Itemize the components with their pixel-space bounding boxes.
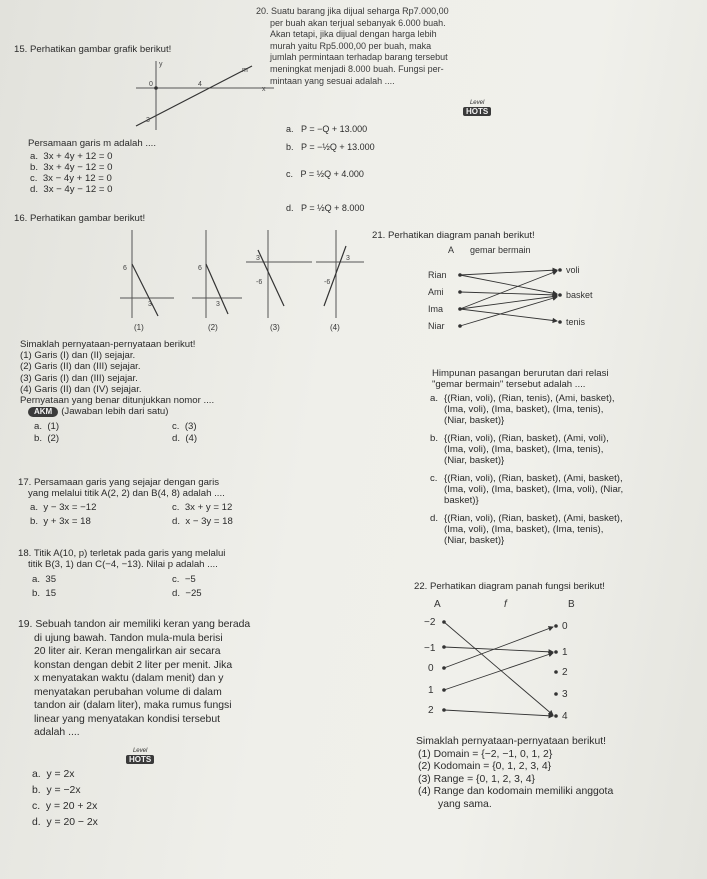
graph-4 xyxy=(316,230,364,332)
codomain-1: 1 xyxy=(562,647,568,658)
option-d[interactable] xyxy=(172,588,202,599)
question-21-stem-line-2: "gemar bermain" tersebut adalah .... xyxy=(432,379,586,391)
hots-label: HOTS xyxy=(126,755,154,764)
option-a[interactable] xyxy=(30,502,96,513)
relation-label: gemar bermain xyxy=(470,245,531,255)
option-text: 3x + 4y − 12 = 0 xyxy=(43,162,113,173)
statement-4-continued: yang sama. xyxy=(438,798,492,810)
option-letter: c. xyxy=(172,502,180,513)
codomain-4: 4 xyxy=(562,711,568,722)
svg-text:-6: -6 xyxy=(324,279,331,286)
question-22 xyxy=(414,581,605,592)
question-20-line-5: jumlah permintaan terhadap barang tersebut xyxy=(270,52,448,63)
question-16-prompt: Pernyataan yang benar ditunjukkan nomor .... xyxy=(20,395,215,407)
set-a-label: A xyxy=(434,599,441,610)
option-text-line: (Ima, voli), (Ima, basket), (Ima, tenis), xyxy=(444,404,604,416)
hots-badge-20 xyxy=(463,100,491,117)
option-letter: b. xyxy=(32,588,41,599)
option-text: y + 3x = 18 xyxy=(43,516,91,527)
svg-text:3: 3 xyxy=(346,255,350,262)
option-b[interactable] xyxy=(30,162,112,173)
question-22-title: 22. Perhatikan diagram panah fungsi berikut! xyxy=(414,581,605,592)
question-21 xyxy=(372,230,535,241)
codomain-3: 3 xyxy=(562,689,568,700)
hots-level-label: Level xyxy=(469,100,485,106)
option-letter: d. xyxy=(172,588,181,599)
question-15-stem xyxy=(28,138,156,149)
option-c[interactable] xyxy=(286,169,364,180)
option-text: 3x + y = 12 xyxy=(184,502,233,513)
statement-2: (2) Kodomain = {0, 1, 2, 3, 4} xyxy=(418,761,552,773)
option-b[interactable] xyxy=(286,142,375,153)
option-text: 3x + 4y + 12 = 0 xyxy=(43,151,113,162)
svg-text:6: 6 xyxy=(123,265,127,272)
option-text: 3x − 4y − 12 = 0 xyxy=(43,184,113,195)
option-text: 35 xyxy=(45,574,57,585)
statement-1: (1) Garis (I) dan (II) sejajar. xyxy=(20,350,136,362)
option-letter: a. xyxy=(34,421,43,432)
hots-badge-19 xyxy=(126,748,154,765)
statement-3: (3) Range = {0, 1, 2, 3, 4} xyxy=(418,773,535,785)
option-letter: c. xyxy=(172,421,180,432)
option-text: P = −Q + 13.000 xyxy=(301,124,368,134)
set-a-label: A xyxy=(448,245,455,255)
option-b[interactable] xyxy=(32,588,56,599)
option-text: −25 xyxy=(185,588,202,599)
option-c[interactable] xyxy=(172,421,197,432)
option-text: y − 3x = −12 xyxy=(43,502,97,513)
option-a[interactable] xyxy=(286,124,367,135)
question-20-line-7: mintaan yang sesuai adalah .... xyxy=(270,75,395,86)
option-text: P = ½Q + 8.000 xyxy=(301,203,365,213)
question-19-line-8: linear yang menyatakan kondisi tersebut xyxy=(34,713,220,725)
option-c[interactable] xyxy=(30,173,112,184)
option-letter: d. xyxy=(172,433,181,444)
question-19-line-9: adalah .... xyxy=(34,727,80,738)
option-text-line: (Niar, basket)} xyxy=(444,415,505,427)
question-15-stem-text: Persamaan garis m adalah .... xyxy=(28,138,156,149)
question-21-arrow-diagram xyxy=(426,243,608,343)
question-17-line-2: yang melalui titik A(2, 2) dan B(4, 8) adalah .... xyxy=(28,488,225,500)
origin-point xyxy=(154,86,158,90)
option-text: y = 2x xyxy=(46,769,75,780)
question-22-statements xyxy=(416,736,613,812)
option-text: x − 3y = 18 xyxy=(185,516,233,527)
akm-badge: AKM xyxy=(28,407,58,417)
option-text-line: {(Rian, voli), (Rian, basket), (Ami, basket), xyxy=(444,513,623,524)
option-letter: a. xyxy=(30,151,39,162)
question-22-arrow-diagram xyxy=(420,595,590,735)
question-20-line-3: Akan tetapi, jika dijual dengan harga lebih xyxy=(270,29,437,40)
codomain-basket: basket xyxy=(566,290,593,300)
question-21-stem-line-1: Himpunan pasangan berurutan dari relasi xyxy=(432,368,609,379)
question-19-line-7: tandon air (dalam liter), maka rumus fungsi xyxy=(34,700,232,711)
graph-label-4: (4) xyxy=(330,323,340,332)
question-20-line-4: murah yaitu Rp5.000,00 per buah, maka xyxy=(270,40,432,51)
domain-ami: Ami xyxy=(428,287,444,297)
option-letter: b. xyxy=(430,433,439,444)
option-b[interactable] xyxy=(30,516,91,527)
question-20-line-1: 20. Suatu barang jika dijual seharga Rp7.000,00 xyxy=(256,6,449,16)
question-21-title: 21. Perhatikan diagram panah berikut! xyxy=(372,230,535,241)
svg-text:3: 3 xyxy=(148,301,152,308)
option-text: 15 xyxy=(45,588,57,599)
option-text: P = −½Q + 13.000 xyxy=(301,142,375,152)
option-d[interactable] xyxy=(430,513,623,547)
option-c[interactable] xyxy=(430,473,624,507)
svg-text:3: 3 xyxy=(256,255,260,262)
option-letter: d. xyxy=(32,817,41,828)
option-text: y = −2x xyxy=(46,785,81,796)
option-text-line: {(Rian, voli), (Rian, basket), (Ami, voli), xyxy=(444,433,609,444)
question-15-title: 15. Perhatikan gambar grafik berikut! xyxy=(14,44,172,55)
option-letter: b. xyxy=(30,162,39,173)
option-d[interactable] xyxy=(172,516,233,527)
option-letter: a. xyxy=(30,502,39,513)
option-d[interactable] xyxy=(32,817,98,828)
option-letter: a. xyxy=(32,574,41,585)
domain-2: 2 xyxy=(428,705,434,716)
option-c[interactable] xyxy=(32,801,97,812)
option-text: −5 xyxy=(184,574,196,585)
question-16 xyxy=(14,213,145,224)
domain-1: 1 xyxy=(428,685,434,696)
option-letter: b. xyxy=(30,516,39,527)
domain-ima: Ima xyxy=(428,304,444,314)
graph-3 xyxy=(246,230,312,332)
option-text-line: (Niar, basket)} xyxy=(444,455,505,467)
option-letter: d. xyxy=(430,513,439,524)
relation-arrows xyxy=(460,270,557,326)
option-letter: c. xyxy=(172,574,180,585)
question-15 xyxy=(14,44,171,55)
domain-rian: Rian xyxy=(428,270,447,280)
function-label: f xyxy=(504,599,507,610)
option-text-line: (Niar, basket)} xyxy=(444,535,505,547)
statement-3: (3) Garis (I) dan (III) sejajar. xyxy=(20,372,138,384)
statement-4: (4) Range dan kodomain memiliki anggota xyxy=(418,786,614,798)
option-letter: d. xyxy=(30,184,39,195)
question-16-title: 16. Perhatikan gambar berikut! xyxy=(14,213,146,224)
x-intercept-label: 4 xyxy=(198,81,202,88)
hots-label: HOTS xyxy=(463,107,491,116)
option-text: (3) xyxy=(184,421,197,432)
question-19-line-6: menyatakan perubahan volume di dalam xyxy=(34,686,222,698)
option-a[interactable] xyxy=(32,574,56,585)
option-letter: a. xyxy=(32,769,41,780)
option-d[interactable] xyxy=(30,184,112,195)
graph-label-3: (3) xyxy=(270,323,280,332)
codomain-voli: voli xyxy=(566,265,580,275)
option-letter: a. xyxy=(430,393,439,404)
statement-4: (4) Garis (II) dan (IV) sejajar. xyxy=(20,383,142,395)
statement-2: (2) Garis (II) dan (III) sejajar. xyxy=(20,361,141,373)
question-19-line-3: 20 liter air. Keran mengalirkan air secara xyxy=(34,646,221,657)
question-16-graphs xyxy=(118,226,368,334)
option-text: (4) xyxy=(185,433,198,444)
question-18-line-1: 18. Titik A(10, p) terletak pada garis yang melalui xyxy=(18,548,226,559)
option-text-line: {(Rian, voli), (Rian, tenis), (Ami, basket), xyxy=(444,393,615,404)
question-19-line-2: di ujung bawah. Tandon mula-mula berisi xyxy=(34,632,223,644)
question-16-statements xyxy=(20,339,214,406)
option-letter: b. xyxy=(34,433,43,444)
option-letter: c. xyxy=(286,169,294,179)
option-c[interactable] xyxy=(172,574,196,585)
x-axis-label: x xyxy=(262,86,266,93)
y-intercept-label: 3 xyxy=(146,117,150,124)
option-a[interactable] xyxy=(34,421,59,432)
graph-2 xyxy=(192,230,242,332)
option-a[interactable] xyxy=(30,151,112,162)
domain-minus-1: −1 xyxy=(424,643,436,654)
question-16-note xyxy=(28,406,168,417)
option-d[interactable] xyxy=(286,203,364,214)
function-arrows xyxy=(444,622,553,716)
statement-1: (1) Domain = {−2, −1, 0, 1, 2} xyxy=(418,748,553,760)
option-b[interactable] xyxy=(32,785,81,796)
option-a[interactable] xyxy=(32,769,74,780)
option-letter: d. xyxy=(286,203,294,213)
option-text: (2) xyxy=(47,433,60,444)
option-d[interactable] xyxy=(172,433,197,444)
option-text: y = 20 + 2x xyxy=(45,801,98,812)
option-text-line: (Ima, voli), (Ima, basket), (Ima, tenis), xyxy=(444,444,604,456)
option-letter: d. xyxy=(172,516,181,527)
option-text: P = ½Q + 4.000 xyxy=(300,169,364,179)
domain-0: 0 xyxy=(428,663,434,674)
question-19 xyxy=(18,618,250,740)
option-c[interactable] xyxy=(172,502,232,513)
statement-intro: Simaklah pernyataan-pernyataan berikut! xyxy=(416,736,607,747)
line-m-label: m xyxy=(242,67,248,74)
option-text-line: (Ima, voli), (Ima, basket), (Ima, tenis), xyxy=(444,524,604,536)
option-letter: c. xyxy=(30,173,38,184)
question-17 xyxy=(18,477,225,499)
option-letter: b. xyxy=(286,142,294,152)
domain-niar: Niar xyxy=(428,321,445,331)
option-letter: b. xyxy=(32,785,41,796)
question-20-line-6: meningkat menjadi 8.000 buah. Fungsi per- xyxy=(270,63,444,74)
set-b-label: B xyxy=(568,599,575,610)
option-letter: c. xyxy=(430,473,438,484)
question-17-line-1: 17. Persamaan garis yang sejajar dengan garis xyxy=(18,477,220,488)
question-20 xyxy=(256,6,449,87)
option-text: y = 20 − 2x xyxy=(46,817,98,828)
option-b[interactable] xyxy=(430,433,609,467)
origin-label: 0 xyxy=(149,81,153,88)
svg-text:3: 3 xyxy=(216,301,220,308)
question-16-note-text: (Jawaban lebih dari satu) xyxy=(61,406,169,417)
svg-text:6: 6 xyxy=(198,265,202,272)
option-text: (1) xyxy=(47,421,60,432)
domain-minus-2: −2 xyxy=(424,617,436,628)
statement-intro: Simaklah pernyataan-pernyataan berikut! xyxy=(20,339,196,350)
question-18-line-2: titik B(3, 1) dan C(−4, −13). Nilai p adalah .... xyxy=(28,559,218,571)
hots-level-label: Level xyxy=(132,748,148,754)
codomain-tenis: tenis xyxy=(566,317,586,327)
graph-1 xyxy=(120,230,174,332)
codomain-2: 2 xyxy=(562,667,568,678)
question-20-line-2: per buah akan terjual sebanyak 6.000 buah. xyxy=(270,17,446,28)
option-text-line: (Ima, voli), (Ima, basket), (Ima, voli), (Niar, xyxy=(444,484,624,496)
option-b[interactable] xyxy=(34,433,59,444)
codomain-0: 0 xyxy=(562,621,568,632)
option-letter: c. xyxy=(32,801,41,812)
option-text-line: {(Rian, voli), (Rian, basket), (Ami, basket), xyxy=(444,473,623,484)
question-19-line-1: 19. Sebuah tandon air memiliki keran yang berada xyxy=(18,619,251,630)
question-19-line-5: x menyatakan waktu (dalam menit) dan y xyxy=(34,673,224,684)
svg-text:-6: -6 xyxy=(256,279,263,286)
graph-label-1: (1) xyxy=(134,323,144,332)
question-18 xyxy=(18,548,225,570)
option-letter: a. xyxy=(286,124,294,134)
option-text-line: basket)} xyxy=(444,495,479,507)
question-21-stem xyxy=(432,368,609,390)
question-19-line-4: konstan dengan debit 2 liter per menit. Jika xyxy=(34,659,233,671)
option-text: 3x − 4y + 12 = 0 xyxy=(42,173,112,184)
line-m xyxy=(136,66,252,126)
graph-label-2: (2) xyxy=(208,323,218,332)
option-a[interactable] xyxy=(430,393,615,427)
y-axis-label: y xyxy=(159,61,163,68)
